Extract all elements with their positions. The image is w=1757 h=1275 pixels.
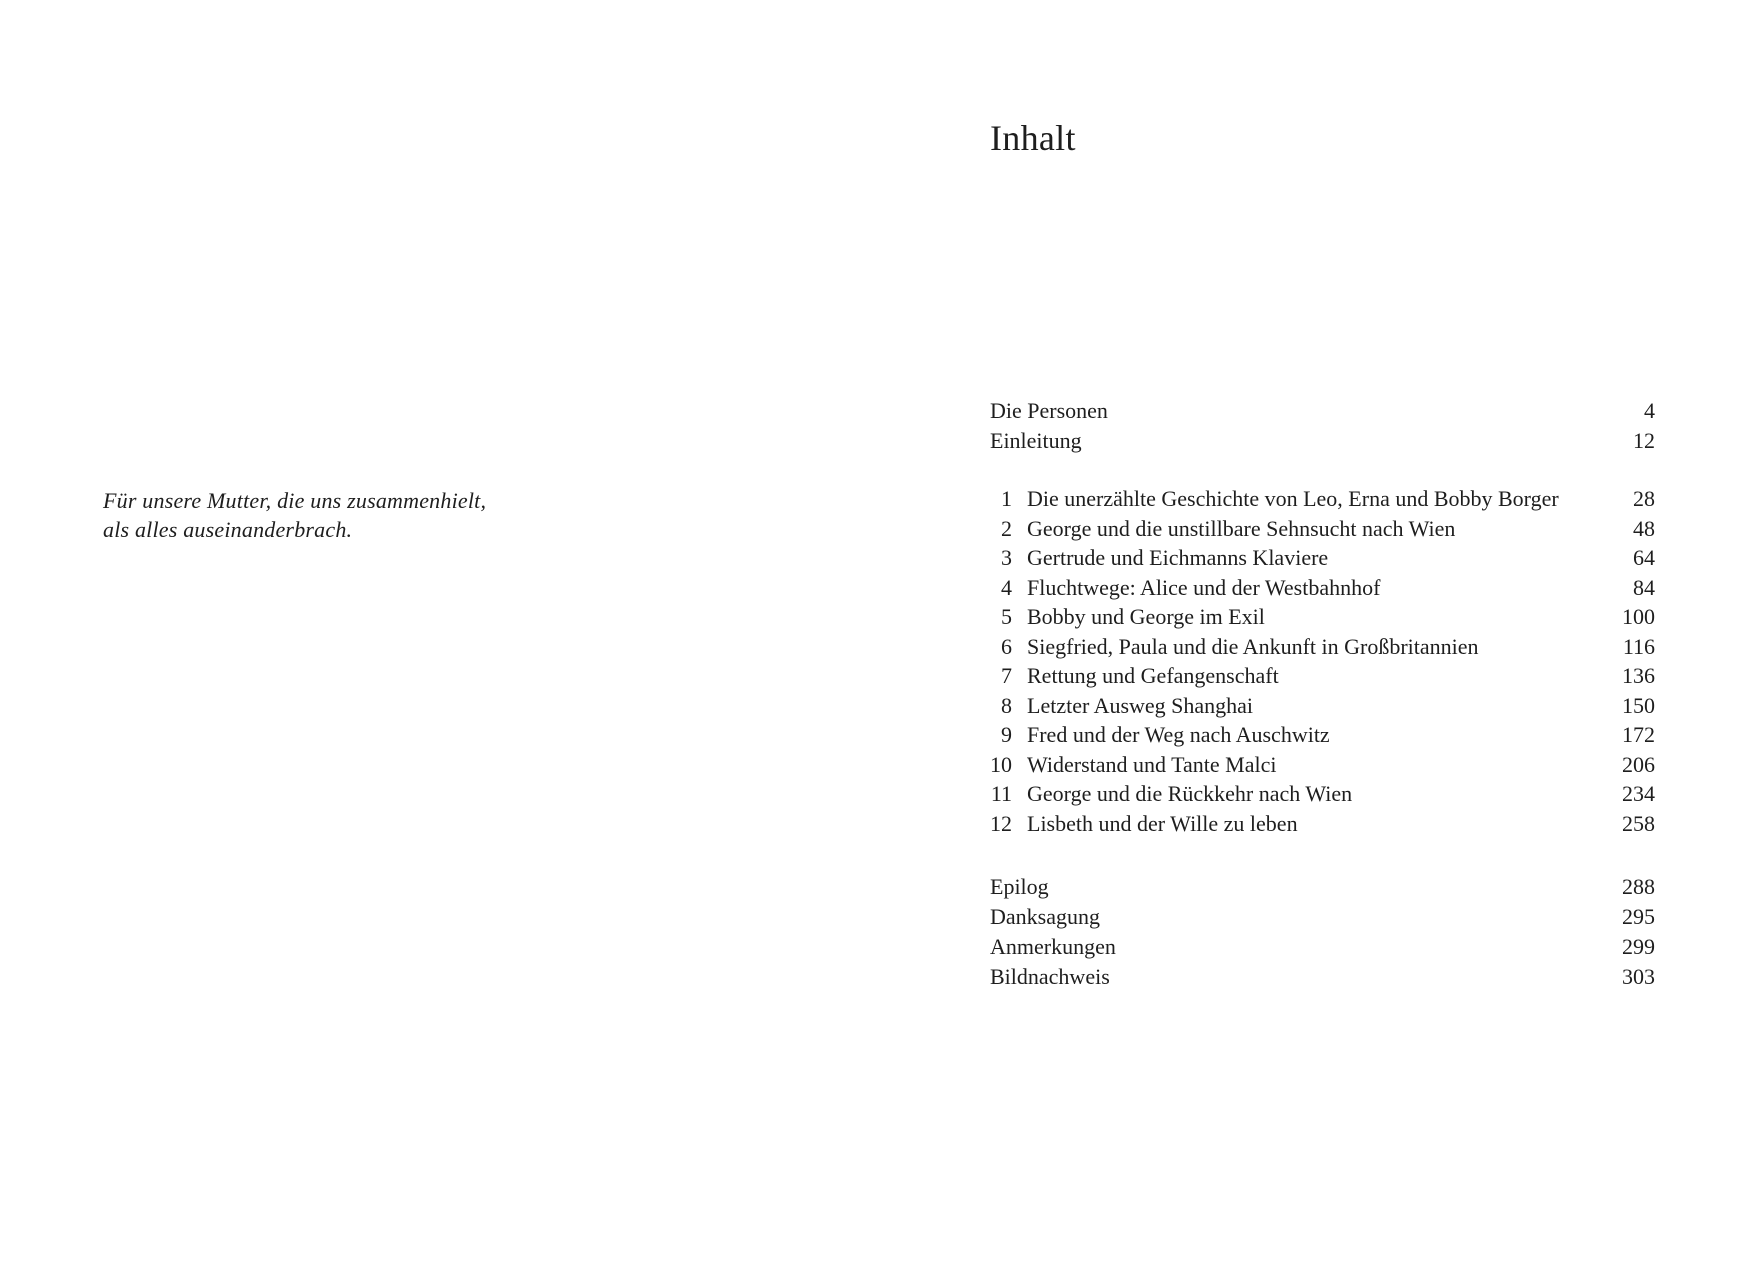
toc-row-chapter bbox=[990, 602, 1655, 632]
chapter-page: 64 bbox=[1633, 545, 1655, 570]
toc-row-frontmatter bbox=[990, 396, 1655, 426]
chapter-number: 1 bbox=[1001, 486, 1012, 511]
toc-row-chapter bbox=[990, 484, 1655, 514]
dedication-line: Für unsere Mutter, die uns zusammenhielt, bbox=[103, 488, 487, 513]
toc-row-chapter bbox=[990, 750, 1655, 780]
chapter-number: 6 bbox=[1001, 633, 1012, 659]
toc-entry-label: Danksagung bbox=[990, 904, 1100, 929]
toc-row-chapter bbox=[990, 779, 1655, 809]
chapter-number: 5 bbox=[1001, 604, 1012, 629]
chapter-title: Fluchtwege: Alice und der Westbahnhof bbox=[1027, 574, 1381, 600]
toc-entry-page: 295 bbox=[1622, 904, 1655, 929]
chapter-page: 206 bbox=[1622, 751, 1655, 777]
toc-entry-label: Epilog bbox=[990, 874, 1049, 899]
toc-row-backmatter bbox=[990, 962, 1655, 992]
toc-row-chapter bbox=[990, 661, 1655, 691]
toc-entry-label: Einleitung bbox=[990, 428, 1082, 453]
dedication-line: als alles auseinanderbrach. bbox=[103, 517, 353, 542]
chapter-number: 8 bbox=[1001, 692, 1012, 718]
toc-row-chapter bbox=[990, 720, 1655, 750]
chapter-title: George und die unstillbare Sehnsucht nach Wien bbox=[1027, 515, 1456, 541]
toc-row-chapter bbox=[990, 543, 1655, 573]
chapter-page: 48 bbox=[1633, 515, 1655, 541]
toc-row-backmatter bbox=[990, 932, 1655, 962]
dedication bbox=[103, 486, 486, 544]
chapter-number: 10 bbox=[990, 751, 1012, 777]
chapter-page: 234 bbox=[1622, 781, 1655, 806]
chapter-title: Siegfried, Paula und die Ankunft in Großbritannien bbox=[1027, 633, 1479, 659]
table-of-contents bbox=[990, 396, 1655, 992]
toc-row-backmatter bbox=[990, 902, 1655, 932]
chapter-number: 4 bbox=[1001, 574, 1012, 600]
toc-row-frontmatter bbox=[990, 426, 1655, 456]
chapter-title: Widerstand und Tante Malci bbox=[1027, 751, 1277, 777]
chapter-number: 11 bbox=[990, 781, 1012, 806]
chapter-page: 116 bbox=[1622, 633, 1655, 659]
chapter-title: Gertrude und Eichmanns Klaviere bbox=[1027, 545, 1329, 570]
toc-row-chapter bbox=[990, 809, 1655, 839]
chapter-page: 100 bbox=[1622, 604, 1655, 629]
chapter-title: Rettung und Gefangenschaft bbox=[1027, 663, 1279, 688]
chapter-number: 3 bbox=[1001, 545, 1012, 570]
toc-entry-label: Die Personen bbox=[990, 398, 1108, 423]
toc-section-gap bbox=[990, 456, 1655, 484]
toc-row-chapter bbox=[990, 691, 1655, 721]
toc-entry-page: 12 bbox=[1633, 428, 1655, 453]
toc-row-chapter bbox=[990, 514, 1655, 544]
toc-entry-page: 303 bbox=[1622, 964, 1655, 989]
toc-entry-page: 288 bbox=[1622, 874, 1655, 899]
toc-entry-label: Bildnachweis bbox=[990, 964, 1110, 989]
toc-row-chapter bbox=[990, 573, 1655, 603]
toc-entry-page: 299 bbox=[1622, 934, 1655, 959]
chapter-page: 150 bbox=[1622, 692, 1655, 718]
chapter-page: 172 bbox=[1622, 722, 1655, 747]
toc-row-backmatter bbox=[990, 872, 1655, 902]
chapter-page: 84 bbox=[1633, 574, 1655, 600]
toc-entry-page: 4 bbox=[1644, 398, 1655, 423]
chapter-page: 136 bbox=[1622, 663, 1655, 688]
chapter-number: 7 bbox=[1001, 663, 1012, 688]
chapter-title: George und die Rückkehr nach Wien bbox=[1027, 781, 1353, 806]
toc-row-chapter bbox=[990, 632, 1655, 662]
chapter-number: 9 bbox=[1001, 722, 1012, 747]
chapter-title: Lisbeth und der Wille zu leben bbox=[1027, 810, 1298, 836]
chapter-page: 258 bbox=[1622, 810, 1655, 836]
chapter-number: 2 bbox=[1001, 515, 1012, 541]
chapter-title: Letzter Ausweg Shanghai bbox=[1027, 692, 1254, 718]
chapter-title: Die unerzählte Geschichte von Leo, Erna und Bobby Borger bbox=[1027, 486, 1559, 511]
toc-entry-label: Anmerkungen bbox=[990, 934, 1116, 959]
chapter-page: 28 bbox=[1633, 486, 1655, 511]
chapter-number: 12 bbox=[990, 810, 1012, 836]
page-title: Inhalt bbox=[990, 118, 1076, 158]
toc-section-gap bbox=[990, 838, 1655, 872]
chapter-title: Fred und der Weg nach Auschwitz bbox=[1027, 722, 1330, 747]
chapter-title: Bobby und George im Exil bbox=[1027, 604, 1265, 629]
